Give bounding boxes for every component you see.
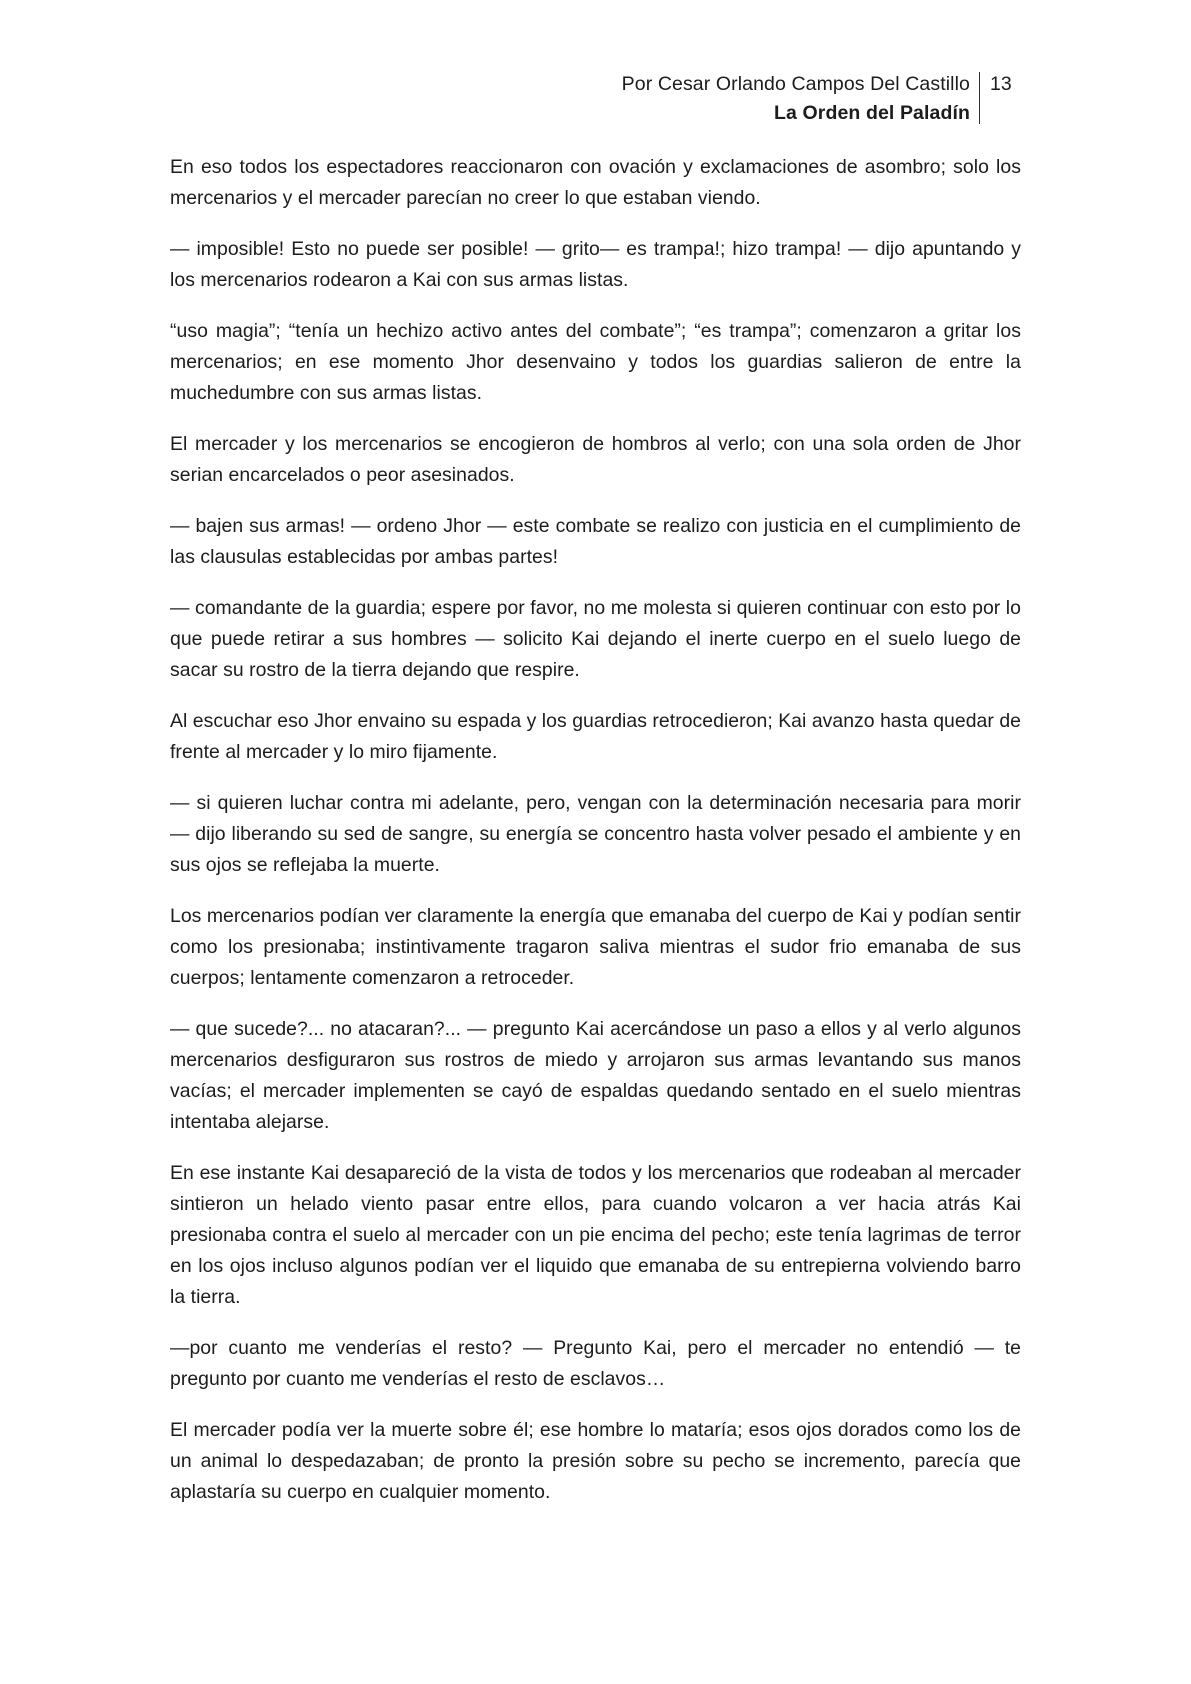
- paragraph: — si quieren luchar contra mi adelante, pero, vengan con la determinación necesaria para morir — dijo liberando su sed de sangre, su energía se concentro hasta volver pesado el ambiente y en sus ojos se reflejaba la muerte.: [170, 792, 1021, 876]
- paragraph: — que sucede?... no atacaran?... — pregunto Kai acercándose un paso a ellos y al verlo algunos mercenarios desfiguraron sus rostros de miedo y arrojaron sus armas levantando sus manos vacías; el mercader implementen se cayó de espaldas quedando sentado en el suelo mientras intentaba alejarse.: [170, 1018, 1021, 1133]
- paragraph: — comandante de la guardia; espere por favor, no me molesta si quieren continuar con esto por lo que puede retirar a sus hombres — solicito Kai dejando el inerte cuerpo en el suelo luego de sacar su rostro de la tierra dejando que respire.: [170, 597, 1021, 681]
- page-header: [600, 70, 1030, 126]
- paragraph: — bajen sus armas! — ordeno Jhor — este combate se realizo con justicia en el cumplimiento de las clausulas establecidas por ambas partes!: [170, 515, 1021, 568]
- page-number: 13: [990, 73, 1012, 95]
- paragraph: En ese instante Kai desapareció de la vista de todos y los mercenarios que rodeaban al mercader sintieron un helado viento pasar entre ellos, para cuando volcaron a ver hacia atrás Kai presionaba contra el suelo al mercader con un pie encima del pecho; este tenía lagrimas de terror en los ojos incluso algunos podían ver el liquido que emanaba de su entrepierna volviendo barro la tierra.: [170, 1162, 1021, 1308]
- header-book-title: La Orden del Paladín: [774, 102, 970, 124]
- paragraph: —por cuanto me venderías el resto? — Pregunto Kai, pero el mercader no entendió — te pregunto por cuanto me venderías el resto de esclavos…: [170, 1337, 1021, 1390]
- paragraph: Los mercenarios podían ver claramente la energía que emanaba del cuerpo de Kai y podían sentir como los presionaba; instintivamente tragaron saliva mientras el sudor frio emanaba de sus cuerpos; lentamente comenzaron a retroceder.: [170, 905, 1021, 989]
- paragraph: “uso magia”; “tenía un hechizo activo antes del combate”; “es trampa”; comenzaron a gritar los mercenarios; en ese momento Jhor desenvaino y todos los guardias salieron de entre la muchedumbre con sus armas listas.: [170, 320, 1021, 404]
- paragraph: El mercader y los mercenarios se encogieron de hombros al verlo; con una sola orden de Jhor serian encarcelados o peor asesinados.: [170, 433, 1021, 486]
- paragraph: Al escuchar eso Jhor envaino su espada y los guardias retrocedieron; Kai avanzo hasta quedar de frente al mercader y lo miro fijamente.: [170, 710, 1021, 763]
- paragraph: En eso todos los espectadores reaccionaron con ovación y exclamaciones de asombro; solo los mercenarios y el mercader parecían no creer lo que estaban viendo.: [170, 156, 1021, 209]
- header-divider: [979, 72, 980, 124]
- header-author: Por Cesar Orlando Campos Del Castillo: [621, 73, 970, 95]
- body-text: [170, 152, 1021, 1528]
- paragraph: El mercader podía ver la muerte sobre él; ese hombre lo mataría; esos ojos dorados como los de un animal lo despedazaban; de pronto la presión sobre su pecho se incremento, parecía que aplastaría su cuerpo en cualquier momento.: [170, 1419, 1021, 1503]
- header-text: [622, 70, 970, 128]
- paragraph: — imposible! Esto no puede ser posible! — grito— es trampa!; hizo trampa! — dijo apuntando y los mercenarios rodearon a Kai con sus armas listas.: [170, 238, 1021, 291]
